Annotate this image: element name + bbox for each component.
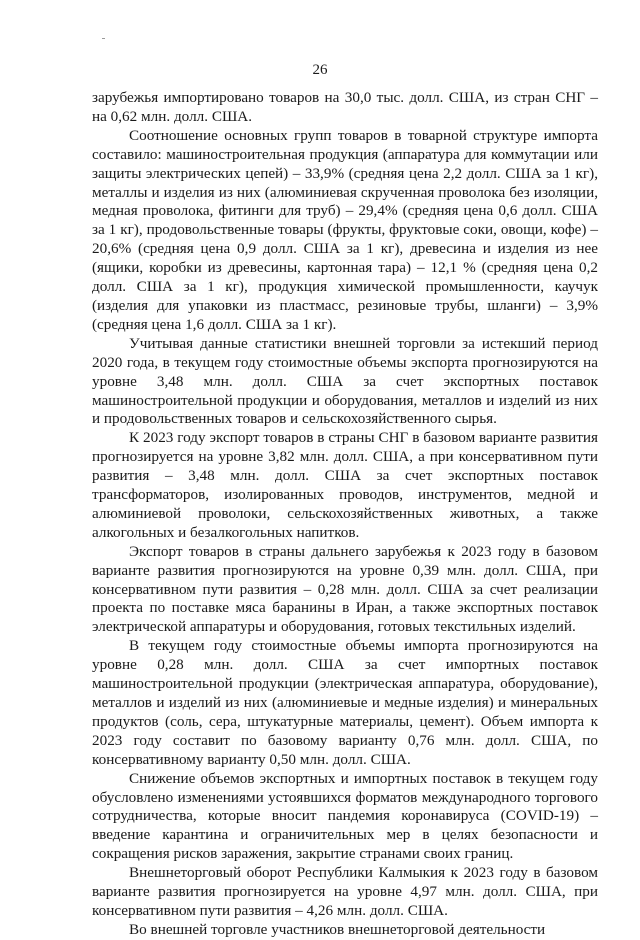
paragraph-trade-turnover: Внешнеторговый оборот Республики Калмыкия к 2023 году в базовом варианте развития прогнозируется на уровне 4,97 млн. долл. США, при консервативном пути развития – 4,26 млн. долл. США.: [92, 864, 598, 919]
page-number: 26: [312, 62, 328, 78]
paragraph-import-structure: Соотношение основных групп товаров в товарной структуре импорта составило: машиностроительная продукция (аппаратура для коммутации или защиты электрических цепей) – 33,9% (средняя цена 2,2 долл. США за 1 кг), металлы и изделия из них (алюминиевая скрученная проволока без изоляции, медная проволока, фитинги для труб) – 29,4% (средняя цена 0,6 долл. США за 1 кг), продовольственные товары (фрукты, фруктовые соки, овощи, кофе) – 20,6% (средняя цена 0,9 долл. США за 1 кг), древесина и изделия из нее (ящики, коробки из древесины, картонная тара) – 12,1 % (средняя цена 0,2 долл. США за 1 кг), продукция химической промышленности, каучук (изделия для упаковки из пластмасс, резиновые трубы, шланги) – 3,9% (средняя цена 1,6 долл. США за 1 кг).: [92, 126, 598, 333]
document-body: [92, 89, 598, 940]
paragraph-import-forecast: В текущем году стоимостные объемы импорта прогнозируются на уровне 0,28 млн. долл. США за счет импортных поставок машиностроительной продукции (электрическая аппаратура, оборудование), металлов и изделий из них (алюминиевые и медные изделия) и минеральных продуктов (соль, сера, штукатурные материалы, цемент). Объем импорта к 2023 году составит по базовому варианту 0,76 млн. долл. США, по консервативному варианту 0,50 млн. долл. США.: [92, 637, 598, 768]
paragraph-continuation: зарубежья импортировано товаров на 30,0 тыс. долл. США, из стран СНГ – на 0,62 млн. долл. США.: [92, 89, 598, 125]
paragraph-covid-decline: Снижение объемов экспортных и импортных поставок в текущем году обусловлено изменениями устоявшихся форматов международного торгового сотрудничества, которые вносит пандемия коронавируса (COVID-19) – введение карантина и ограничительных мер в целях безопасности и сокращения рисков заражения, закрытие странами своих границ.: [92, 769, 598, 863]
scan-artifact: [102, 38, 105, 39]
paragraph-export-current-year: Учитывая данные статистики внешней торговли за истекший период 2020 года, в текущем году стоимостные объемы экспорта прогнозируются на уровне 3,48 млн. долл. США за счет экспортных поставок машиностроительной продукции и оборудования, металлов и изделий из них и продовольственных товаров и сельскохозяйственного сырья.: [92, 334, 598, 428]
paragraph-export-far-abroad-2023: Экспорт товаров в страны дальнего зарубежья к 2023 году в базовом варианте развития прогнозируются на уровне 0,39 млн. долл. США, при консервативном пути развития – 0,28 млн. долл. США за счет реализации проекта по поставке мяса баранины в Иран, а также экспортных поставок электрической аппаратуры и оборудования, готовых текстильных изделий.: [92, 542, 598, 636]
paragraph-export-cis-2023: К 2023 году экспорт товаров в страны СНГ в базовом варианте развития прогнозируется на уровне 3,82 млн. долл. США, а при консервативном пути развития – 3,48 млн. долл. США за счет экспортных поставок трансформаторов, изолированных проводов, инструментов, медной и алюминиевой проволоки, сельскохозяйственных животных, а также алкогольных и безалкогольных напитков.: [92, 429, 598, 541]
paragraph-trade-participants: Во внешней торговле участников внешнеторговой деятельности: [129, 920, 546, 938]
